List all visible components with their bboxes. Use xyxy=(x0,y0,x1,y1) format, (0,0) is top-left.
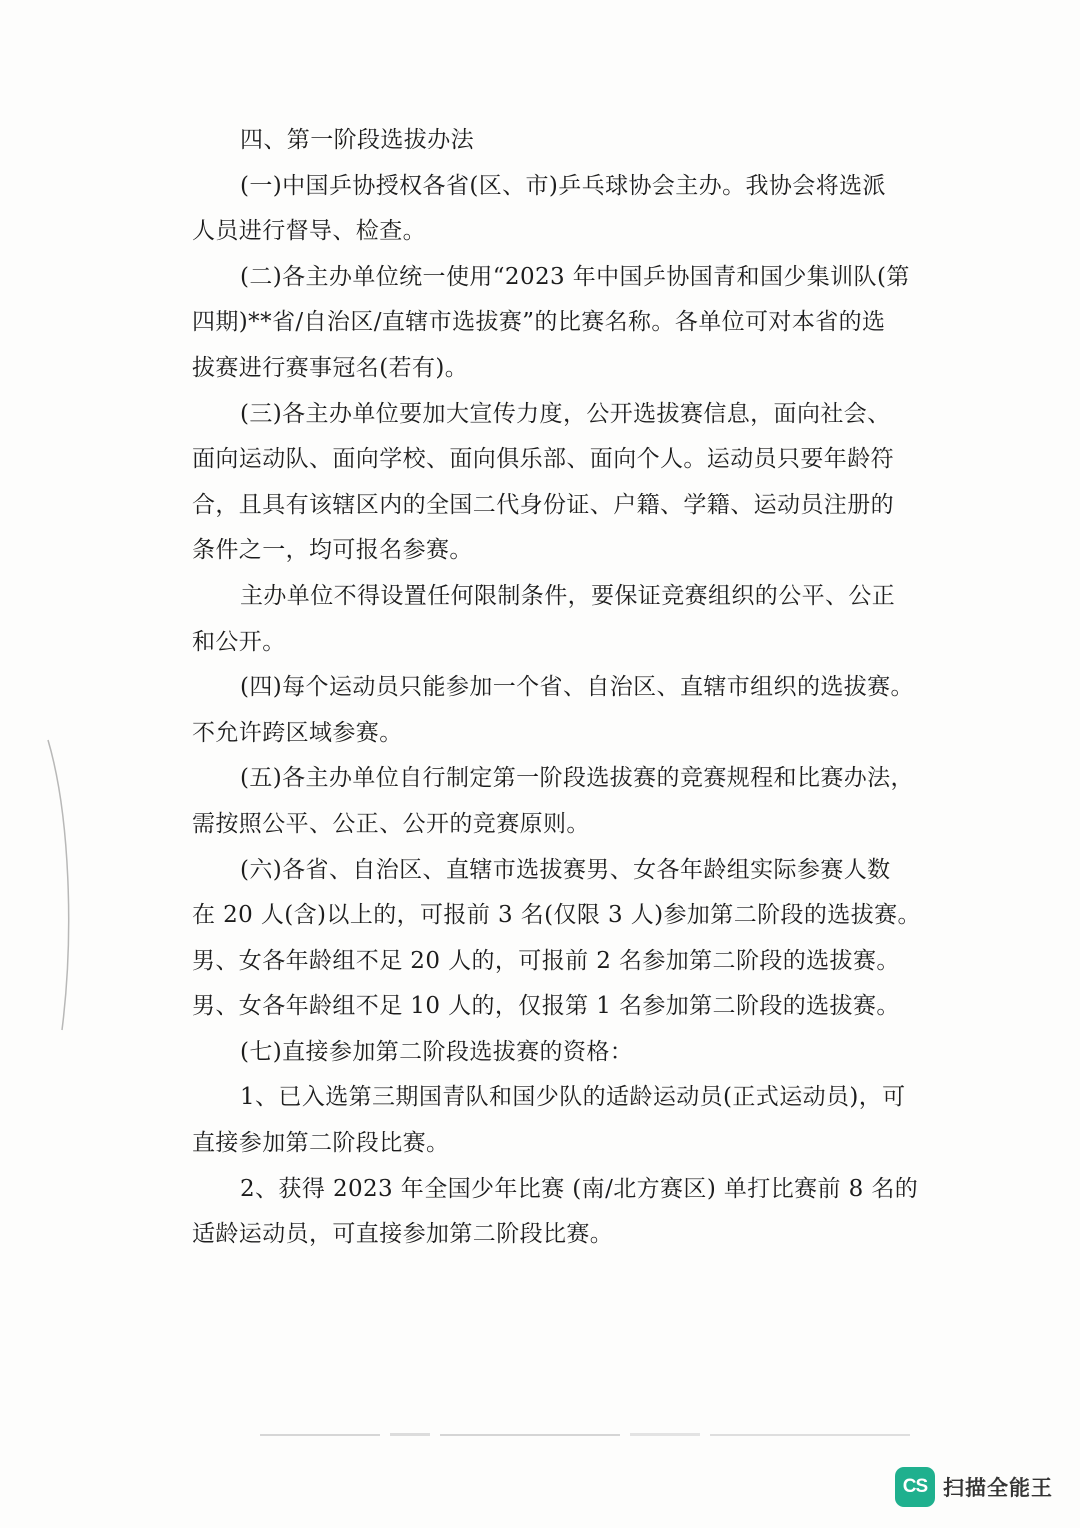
scan-edge-artifact xyxy=(40,735,80,1035)
text-line: (二)各主办单位统一使用“2023 年中国乒协国青和国少集训队(第 xyxy=(240,263,910,290)
text-line: (五)各主办单位自行制定第一阶段选拔赛的竞赛规程和比赛办法， xyxy=(240,765,914,792)
text-line: (六)各省、自治区、直辖市选拔赛男、女各年龄组实际参赛人数 xyxy=(240,856,891,883)
text-line: 四期)**省/自治区/直辖市选拔赛”的比赛名称。各单位可对本省的选 xyxy=(192,309,886,336)
scan-bottom-edge-artifact xyxy=(260,1430,920,1440)
text-line: (七)直接参加第二阶段选拔赛的资格： xyxy=(240,1038,634,1065)
text-line: (一)中国乒协授权各省(区、市)乒乓球协会主办。我协会将选派 xyxy=(240,172,886,199)
text-line: (四)每个运动员只能参加一个省、自治区、直辖市组织的选拔赛。 xyxy=(240,674,914,701)
text-line: 不允许跨区域参赛。 xyxy=(192,719,403,746)
text-line: 需按照公平、公正、公开的竞赛原则。 xyxy=(192,810,590,837)
camscanner-logo-icon: CS xyxy=(895,1467,935,1507)
text-line: 人员进行督导、检查。 xyxy=(192,218,426,245)
text-line: 在 20 人(含)以上的，可报前 3 名(仅限 3 人)参加第二阶段的选拔赛。 xyxy=(192,902,921,929)
scanner-watermark xyxy=(895,1465,1053,1509)
section-heading: 四、第一阶段选拔办法 xyxy=(240,127,474,153)
text-line: 男、女各年龄组不足 10 人的，仅报第 1 名参加第二阶段的选拔赛。 xyxy=(192,993,900,1020)
watermark-app-name: 扫描全能王 xyxy=(943,1476,1053,1500)
text-line: 男、女各年龄组不足 20 人的，可报前 2 名参加第二阶段的选拔赛。 xyxy=(192,947,900,974)
document-body xyxy=(192,118,921,1258)
text-line: (三)各主办单位要加大宣传力度，公开选拔赛信息，面向社会、 xyxy=(240,400,891,427)
text-line: 适龄运动员，可直接参加第二阶段比赛。 xyxy=(192,1221,614,1248)
text-line: 1、已入选第三期国青队和国少队的适龄运动员(正式运动员)，可 xyxy=(240,1084,906,1111)
text-line: 面向运动队、面向学校、面向俱乐部、面向个人。运动员只要年龄符 xyxy=(192,446,894,473)
text-line: 主办单位不得设置任何限制条件，要保证竞赛组织的公平、公正 xyxy=(240,582,896,609)
text-line: 直接参加第二阶段比赛。 xyxy=(192,1130,450,1157)
text-line: 拔赛进行赛事冠名(若有)。 xyxy=(192,354,469,381)
text-line: 合，且具有该辖区内的全国二代身份证、户籍、学籍、运动员注册的 xyxy=(192,491,894,518)
text-line: 和公开。 xyxy=(192,628,286,655)
text-line: 2、获得 2023 年全国少年比赛 (南/北方赛区) 单打比赛前 8 名的 xyxy=(240,1175,919,1202)
text-line: 条件之一，均可报名参赛。 xyxy=(192,537,473,564)
